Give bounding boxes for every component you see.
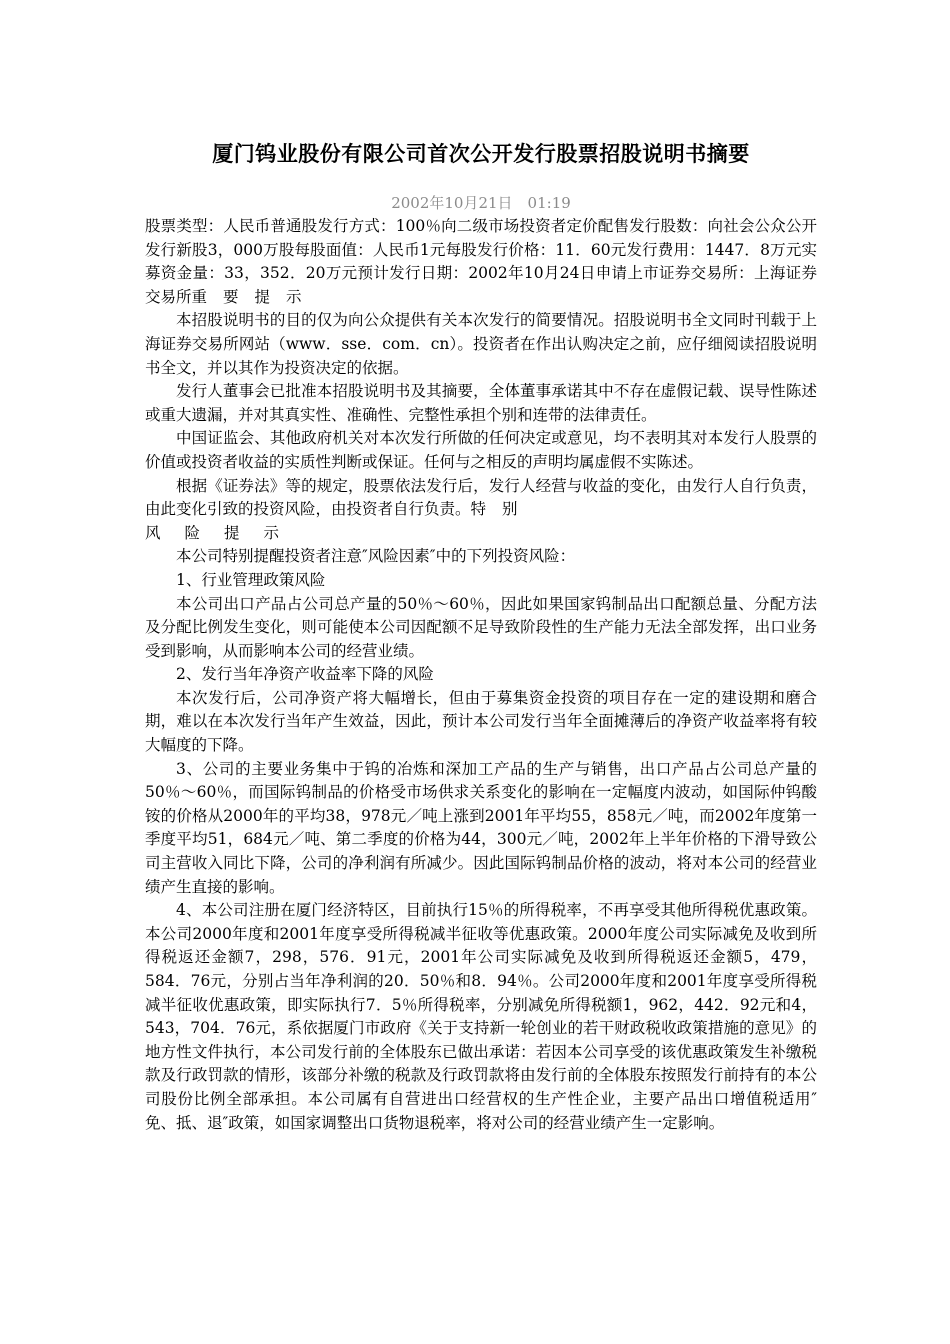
risk-subheading: 2、发行当年净资产收益率下降的风险 [176,665,434,684]
document-title: 厦门钨业股份有限公司首次公开发行股票招股说明书摘要 [212,141,750,166]
paragraph: 3、公司的主要业务集中于钨的冶炼和深加工产品的生产与销售，出口产品占公司总产量的50％～60％，而国际钨制品的价格受市场供求关系变化的影响在一定幅度内波动，如国际仲钨酸铵的价格从2000年的平均38，978元／吨上涨到2001年平均55，858元／吨，而2002年度第一季度平均51，684元／吨、第二季度的价格为44，300元／吨，2002年上半年价格的下滑导致公司主营收入同比下降，公司的净利润有所减少。因此国际钨制品价格的波动，将对本公司的经营业绩产生直接的影响。 [145,759,817,896]
paragraph: 本公司特别提醒投资者注意″风险因素″中的下列投资风险： [176,547,576,566]
law-paragraph [145,475,817,522]
issue-summary [145,215,817,309]
paragraph: 4、本公司注册在厦门经济特区，目前执行15％的所得税率，不再享受其他所得税优惠政策。本公司2000年度和2001年度享受所得税减半征收等优惠政策。2000年度公司实际减免及收到所得税返还金额7，298，576．91元，2001年公司实际减免及收到所得税返还金额5，479，584．76元，分别占当年净利润的20．50％和8．94％。公司2000年度和2001年度享受所得税减半征收优惠政策，即实际执行7．5％所得税率，分别减免所得税额1，962，442．92元和4，543，704．76元，系依据厦门市政府《关于支持新一轮创业的若干财政税收政策措施的意见》的地方性文件执行，本公司发行前的全体股东已做出承诺：若因本公司享受的该优惠政策发生补缴税款及行政罚款的情形，该部分补缴的税款及行政罚款将由发行前的全体股东按照发行前持有的本公司股份比例全部承担。本公司属有自营进出口经营权的生产性企业，主要产品出口增值税适用″免、抵、退″政策，如国家调整出口货物退税率，将对公司的经营业绩产生一定影响。 [145,901,817,1132]
risk-heading-part-a: 特别 [470,500,534,519]
notice-heading: 重要提示 [191,287,318,306]
paragraph: 发行人董事会已批准本招股说明书及其摘要，全体董事承诺其中不存在虚假记载、误导性陈述或重大遗漏，并对其真实性、准确性、完整性承担个别和连带的法律责任。 [145,382,817,424]
issue-summary-text: 股票类型：人民币普通股发行方式：100％向二级市场投资者定价配售发行股数：向社会公众公开发行新股3，000万股每股面值：人民币1元每股发行价格：11．60元发行费用：1447．8万元实募资金量：33，352．20万元预计发行日期：2002年10月24日申请上市证券交易所：上海证券交易所 [145,217,817,306]
publish-date: 2002年10月21日 01:19 [391,194,571,212]
risk-subheading: 1、行业管理政策风险 [176,570,326,589]
paragraph: 本招股说明书的目的仅为向公众提供有关本次发行的简要情况。招股说明书全文同时刊载于上海证券交易所网站（www．sse．com．cn）。投资者在作出认购决定之前，应仔细阅读招股说明书全文，并以其作为投资决定的依据。 [145,311,817,377]
document-page [145,138,817,1135]
paragraph: 本次发行后，公司净资产将大幅增长，但由于募集资金投资的项目存在一定的建设期和磨合期，难以在本次发行当年产生效益，因此，预计本公司发行当年全面摊薄后的净资产收益率将有较大幅度的下降。 [145,688,817,755]
law-paragraph-text: 根据《证券法》等的规定，股票依法发行后，发行人经营与收益的变化，由发行人自行负责，由此变化引致的投资风险，由投资者自行负责。 [145,476,817,519]
paragraph: 本公司出口产品占公司总产量的50％～60％，因此如果国家钨制品出口配额总量、分配方法及分配比例发生变化，则可能使本公司因配额不足导致阶段性的生产能力无法全部发挥，出口业务受到影响，从而影响本公司的经营业绩。 [145,594,817,660]
paragraph: 中国证监会、其他政府机关对本次发行所做的任何决定或意见，均不表明其对本发行人股票的价值或投资者收益的实质性判断或保证。任何与之相反的声明均属虚假不实陈述。 [145,429,817,471]
risk-heading-part-b: 风险提示 [145,523,304,542]
document-body [145,215,817,1135]
